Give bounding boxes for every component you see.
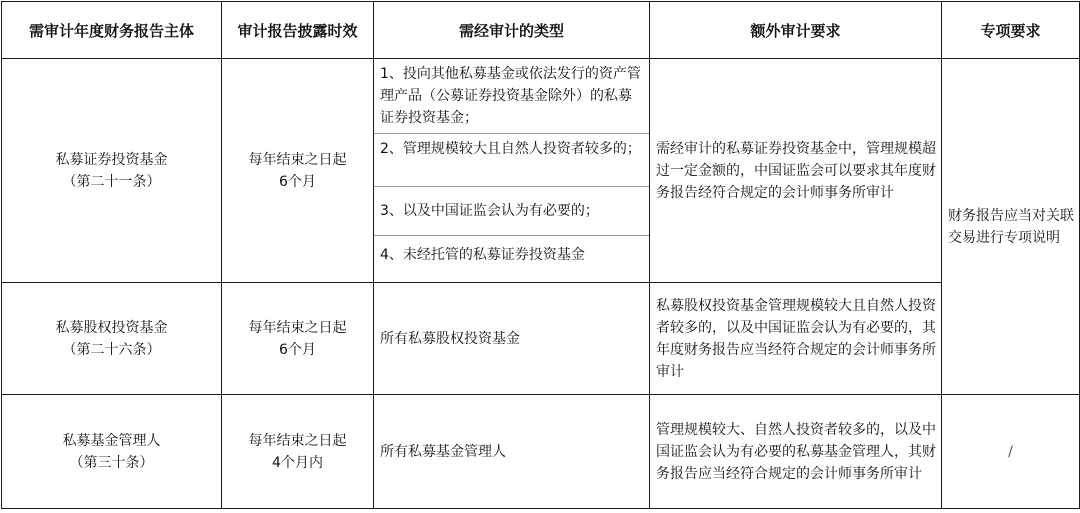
type-item: 4、未经托管的私募证券投资基金: [380, 247, 585, 263]
subject-name: 私募基金管理人: [62, 432, 161, 449]
type-item: 2、管理规模较大且自然人投资者较多的；: [374, 134, 649, 187]
timing-line2: 6个月: [279, 341, 316, 358]
subject-name: 私募股权投资基金: [55, 319, 168, 336]
timing-cell: [222, 283, 374, 395]
extra-cell: 需经审计的私募证券投资基金中，管理规模超过一定金额的，中国证监会可以要求其年度财务报告经符合规定的会计师事务所审计: [650, 59, 942, 283]
timing-line2: 4个月内: [272, 454, 323, 471]
types-cell: [374, 59, 650, 283]
extra-cell: 私募股权投资基金管理规模较大且自然人投资者较多的，以及中国证监会认为有必要的，其年度财务报告应当经符合规定的会计师事务所审计: [650, 283, 942, 395]
audit-requirements-table: [1, 1, 1080, 509]
timing-line1: 每年结束之日起: [248, 432, 347, 449]
timing-cell: [222, 395, 374, 509]
header-timing: 审计报告披露时效: [222, 2, 374, 59]
special-cell: /: [942, 395, 1080, 509]
types-cell: 所有私募基金管理人: [374, 395, 650, 509]
types-cell: 所有私募股权投资基金: [374, 283, 650, 395]
table-row: [2, 395, 1080, 509]
table-row: [2, 59, 1080, 283]
subject-name: 私募证券投资基金: [55, 151, 168, 168]
type-item: 3、以及中国证监会认为有必要的；: [374, 187, 649, 236]
subject-cell: [2, 59, 222, 283]
header-row: [2, 2, 1080, 59]
header-special: 专项要求: [942, 2, 1080, 59]
timing-line2: 6个月: [279, 173, 316, 190]
header-types: 需经审计的类型: [374, 2, 650, 59]
subject-article: （第三十条）: [69, 454, 154, 471]
timing-line1: 每年结束之日起: [248, 319, 347, 336]
table-row: [2, 283, 1080, 395]
subject-article: （第二十一条）: [62, 173, 161, 190]
timing-line1: 每年结束之日起: [248, 151, 347, 168]
special-cell: 财务报告应当对关联交易进行专项说明: [942, 59, 1080, 395]
timing-cell: [222, 59, 374, 283]
extra-cell: 管理规模较大、自然人投资者较多的，以及中国证监会认为有必要的私募基金管理人，其财务报告应当经符合规定的会计师事务所审计: [650, 395, 942, 509]
header-subject: 需审计年度财务报告主体: [2, 2, 222, 59]
header-extra: 额外审计要求: [650, 2, 942, 59]
subject-cell: [2, 395, 222, 509]
type-item: 1、投向其他私募基金或依法发行的资产管理产品（公募证券投资基金除外）的私募证券投资基金；: [374, 59, 649, 134]
subject-article: （第二十六条）: [62, 341, 161, 358]
subject-cell: [2, 283, 222, 395]
